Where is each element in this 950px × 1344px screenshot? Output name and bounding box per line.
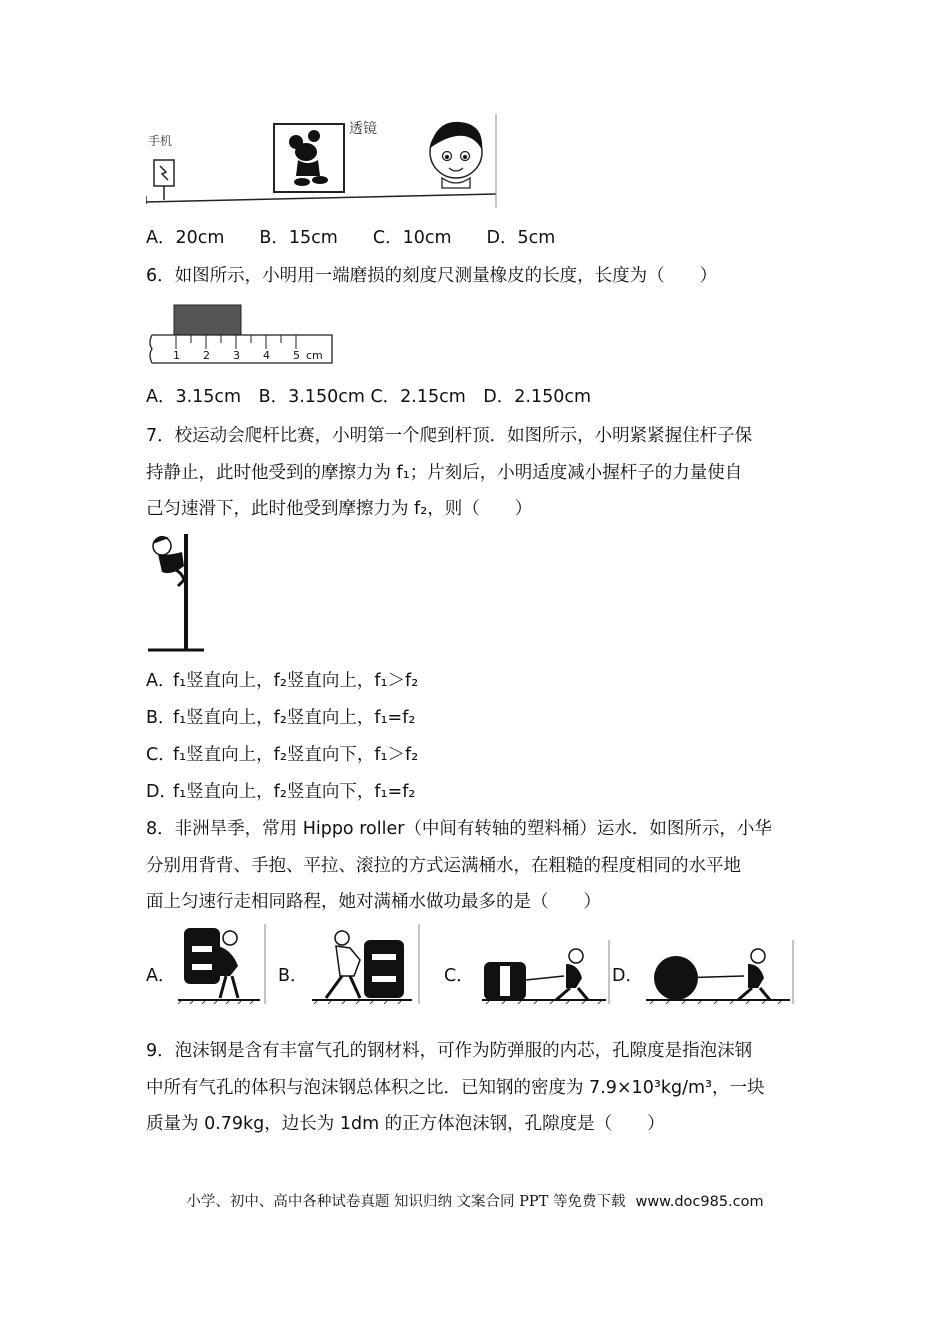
q8-stem-line-1: 8．非洲旱季，常用 Hippo roller（中间有转轴的塑料桶）运水．如图所示，小华 <box>146 819 772 839</box>
q8-option-c-letter: C． <box>444 966 474 986</box>
q8-stem-line-2: 分别用背背、手抱、平拉、滚拉的方式运满桶水，在粗糙的程度相同的水平地 <box>146 856 741 876</box>
q8-option-c-image <box>480 940 610 1004</box>
q7-option-a-letter: A． <box>146 671 176 691</box>
q8-option-b-letter: B． <box>278 966 308 986</box>
q5-figure <box>146 112 501 210</box>
footer-text: 小学、初中、高中各种试卷真题 知识归纳 文案合同 PPT 等免费下载 <box>186 1194 626 1210</box>
ruler-tick-5: 5 <box>293 349 300 362</box>
q6-stem: 6．如图所示，小明用一端磨损的刻度尺测量橡皮的长度，长度为（ ） <box>146 266 718 286</box>
q8-option-d-letter: D． <box>612 966 643 986</box>
ruler-tick-3: 3 <box>233 349 240 362</box>
q7-stem-line-3: 己匀速滑下，此时他受到摩擦力为 f₂，则（ ） <box>146 499 533 519</box>
q7-option-b-letter: B． <box>146 708 176 728</box>
q8-stem-line-3: 面上匀速行走相同路程，她对满桶水做功最多的是（ ） <box>146 892 601 912</box>
q9-stem-line-1: 9．泡沫钢是含有丰富气孔的钢材料，可作为防弹服的内芯，孔隙度是指泡沫钢 <box>146 1041 753 1061</box>
phone-label: 手机 <box>148 134 173 148</box>
flat-pull-drawing <box>480 940 610 1004</box>
q7-stem-line-1: 7．校运动会爬杆比赛，小明第一个爬到杆顶．如图所示，小明紧紧握住杆子保 <box>146 426 753 446</box>
q9-stem-line-2: 中所有气孔的体积与泡沫钢总体积之比．已知钢的密度为 7.9×10³kg/m³，一块 <box>146 1078 765 1098</box>
q7-option-c-letter: C． <box>146 745 176 765</box>
q6-ruler-figure <box>146 303 336 369</box>
q8-option-a-letter: A． <box>146 966 176 986</box>
q8-option-d-image <box>644 940 794 1004</box>
q8-option-a-image <box>174 924 266 1004</box>
q7-option-d-text: f₁竖直向上，f₂竖直向下，f₁=f₂ <box>173 782 416 802</box>
q7-pole-figure <box>146 532 206 654</box>
ruler-tick-2: 2 <box>203 349 210 362</box>
ruler-unit: cm <box>306 349 323 362</box>
q7-option-d-letter: D． <box>146 782 177 802</box>
ruler-tick-4: 4 <box>263 349 270 362</box>
q9-stem-line-3: 质量为 0.79kg，边长为 1dm 的正方体泡沫钢，孔隙度是（ ） <box>146 1114 665 1134</box>
footer-url[interactable]: www.doc985.com <box>635 1194 764 1210</box>
hold-in-arms-drawing <box>308 924 420 1004</box>
q6-options: A．3.15cm B．3.150cm C．2.15cm D．2.150cm <box>146 387 592 407</box>
q7-stem-line-2: 持静止，此时他受到的摩擦力为 f₁；片刻后，小明适度减小握杆子的力量使自 <box>146 463 743 483</box>
q7-option-c-text: f₁竖直向上，f₂竖直向下，f₁＞f₂ <box>173 745 419 765</box>
q8-option-b-image <box>308 924 420 1004</box>
q7-option-a-text: f₁竖直向上，f₂竖直向上，f₁＞f₂ <box>173 671 419 691</box>
page-footer <box>0 1190 950 1211</box>
q5-figure-drawing <box>146 112 501 210</box>
ruler-tick-1: 1 <box>173 349 180 362</box>
q5-options: A．20cm B．15cm C．10cm D．5cm <box>146 228 556 248</box>
pole-climber-drawing <box>146 532 206 654</box>
lens-label: 透镜 <box>349 121 377 137</box>
q7-option-b-text: f₁竖直向上，f₂竖直向上，f₁=f₂ <box>173 708 416 728</box>
carry-on-back-drawing <box>174 924 266 1004</box>
roll-pull-drawing <box>644 940 794 1004</box>
